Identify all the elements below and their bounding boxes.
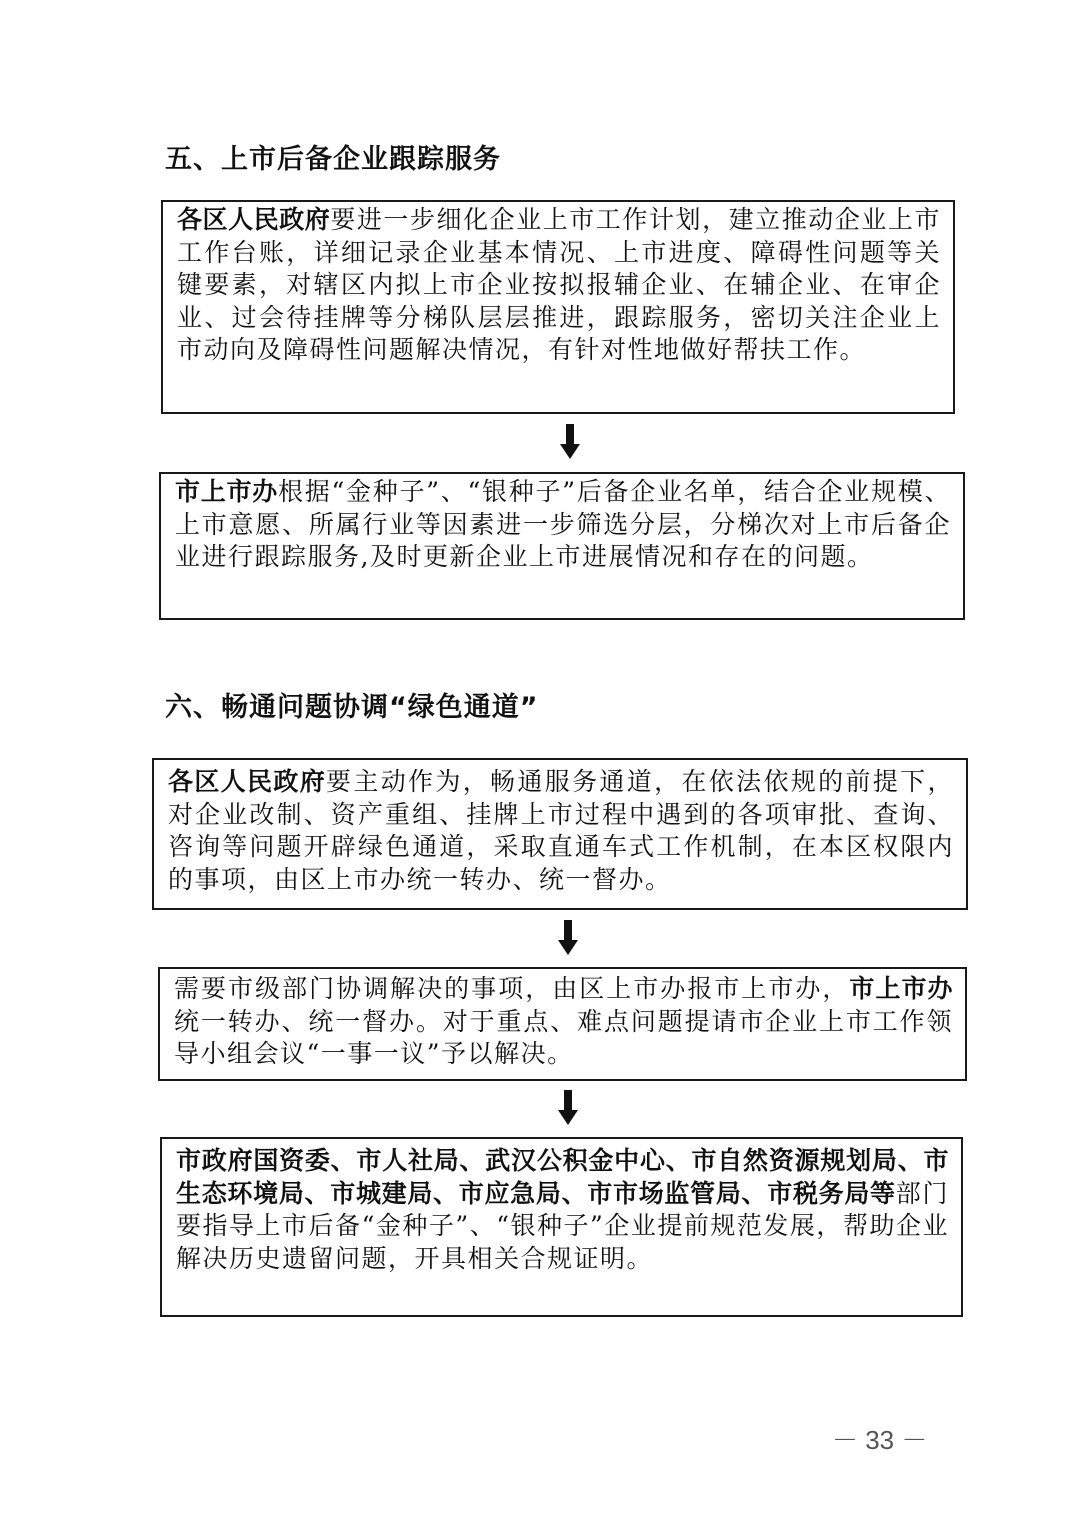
- section-5-heading: 五、上市后备企业跟踪服务: [165, 144, 501, 175]
- box-lead-text: 各区人民政府: [177, 205, 331, 234]
- section-6-box-city-departments: [160, 1137, 963, 1317]
- page-number: － 33 －: [832, 1425, 928, 1455]
- box-lead-text: 市上市办: [849, 974, 953, 1003]
- section-5-box-city-listing-office: [159, 472, 965, 620]
- box-body-text: 统一转办、统一督办。对于重点、难点问题提请市企业上市工作领导小组会议“一事一议”予以解决。: [174, 1006, 953, 1068]
- box-body-text: 需要市级部门协调解决的事项，由区上市办报市上市办，: [174, 974, 850, 1003]
- section-6-box-city-coordination: [158, 967, 967, 1081]
- section-6-heading: 六、畅通问题协调“绿色通道”: [165, 692, 539, 723]
- box-body-text: 要进一步细化企业上市工作计划，建立推动企业上市工作台账，详细记录企业基本情况、上市进度、障碍性问题等关键要素，对辖区内拟上市企业按拟报辅企业、在辅企业、在审企业、过会待挂牌等分梯队层层推进，跟踪服务，密切关注企业上市动向及障碍性问题解决情况，有针对性地做好帮扶工作。: [177, 205, 941, 364]
- down-arrow-icon: [557, 920, 579, 956]
- section-6-box-district-government: [152, 758, 968, 910]
- box-lead-text: 市上市办: [175, 477, 278, 506]
- box-body-text: 部门要指导上市后备“金种子”、“银种子”企业提前规范发展，帮助企业解决历史遗留问题，开具相关合规证明。: [176, 1178, 949, 1273]
- section-5-box-district-government: [161, 200, 955, 414]
- box-lead-text: 各区人民政府: [168, 767, 327, 796]
- down-arrow-icon: [557, 1090, 579, 1126]
- box-body-text: 根据“金种子”、“银种子”后备企业名单，结合企业规模、上市意愿、所属行业等因素进一步筛选分层，分梯次对上市后备企业进行跟踪服务,及时更新企业上市进展情况和存在的问题。: [175, 477, 951, 571]
- down-arrow-icon: [559, 424, 581, 460]
- box-body-text: 要主动作为，畅通服务通道，在依法依规的前提下，对企业改制、资产重组、挂牌上市过程中遇到的各项审批、查询、咨询等问题开辟绿色通道，采取直通车式工作机制，在本区权限内的事项，由区上市办统一转办、统一督办。: [168, 767, 954, 894]
- box-lead-text: 市政府国资委、市人社局、武汉公积金中心、市自然资源规划局、市生态环境局、市城建局、市应急局、市市场监管局、市税务局等: [176, 1146, 949, 1208]
